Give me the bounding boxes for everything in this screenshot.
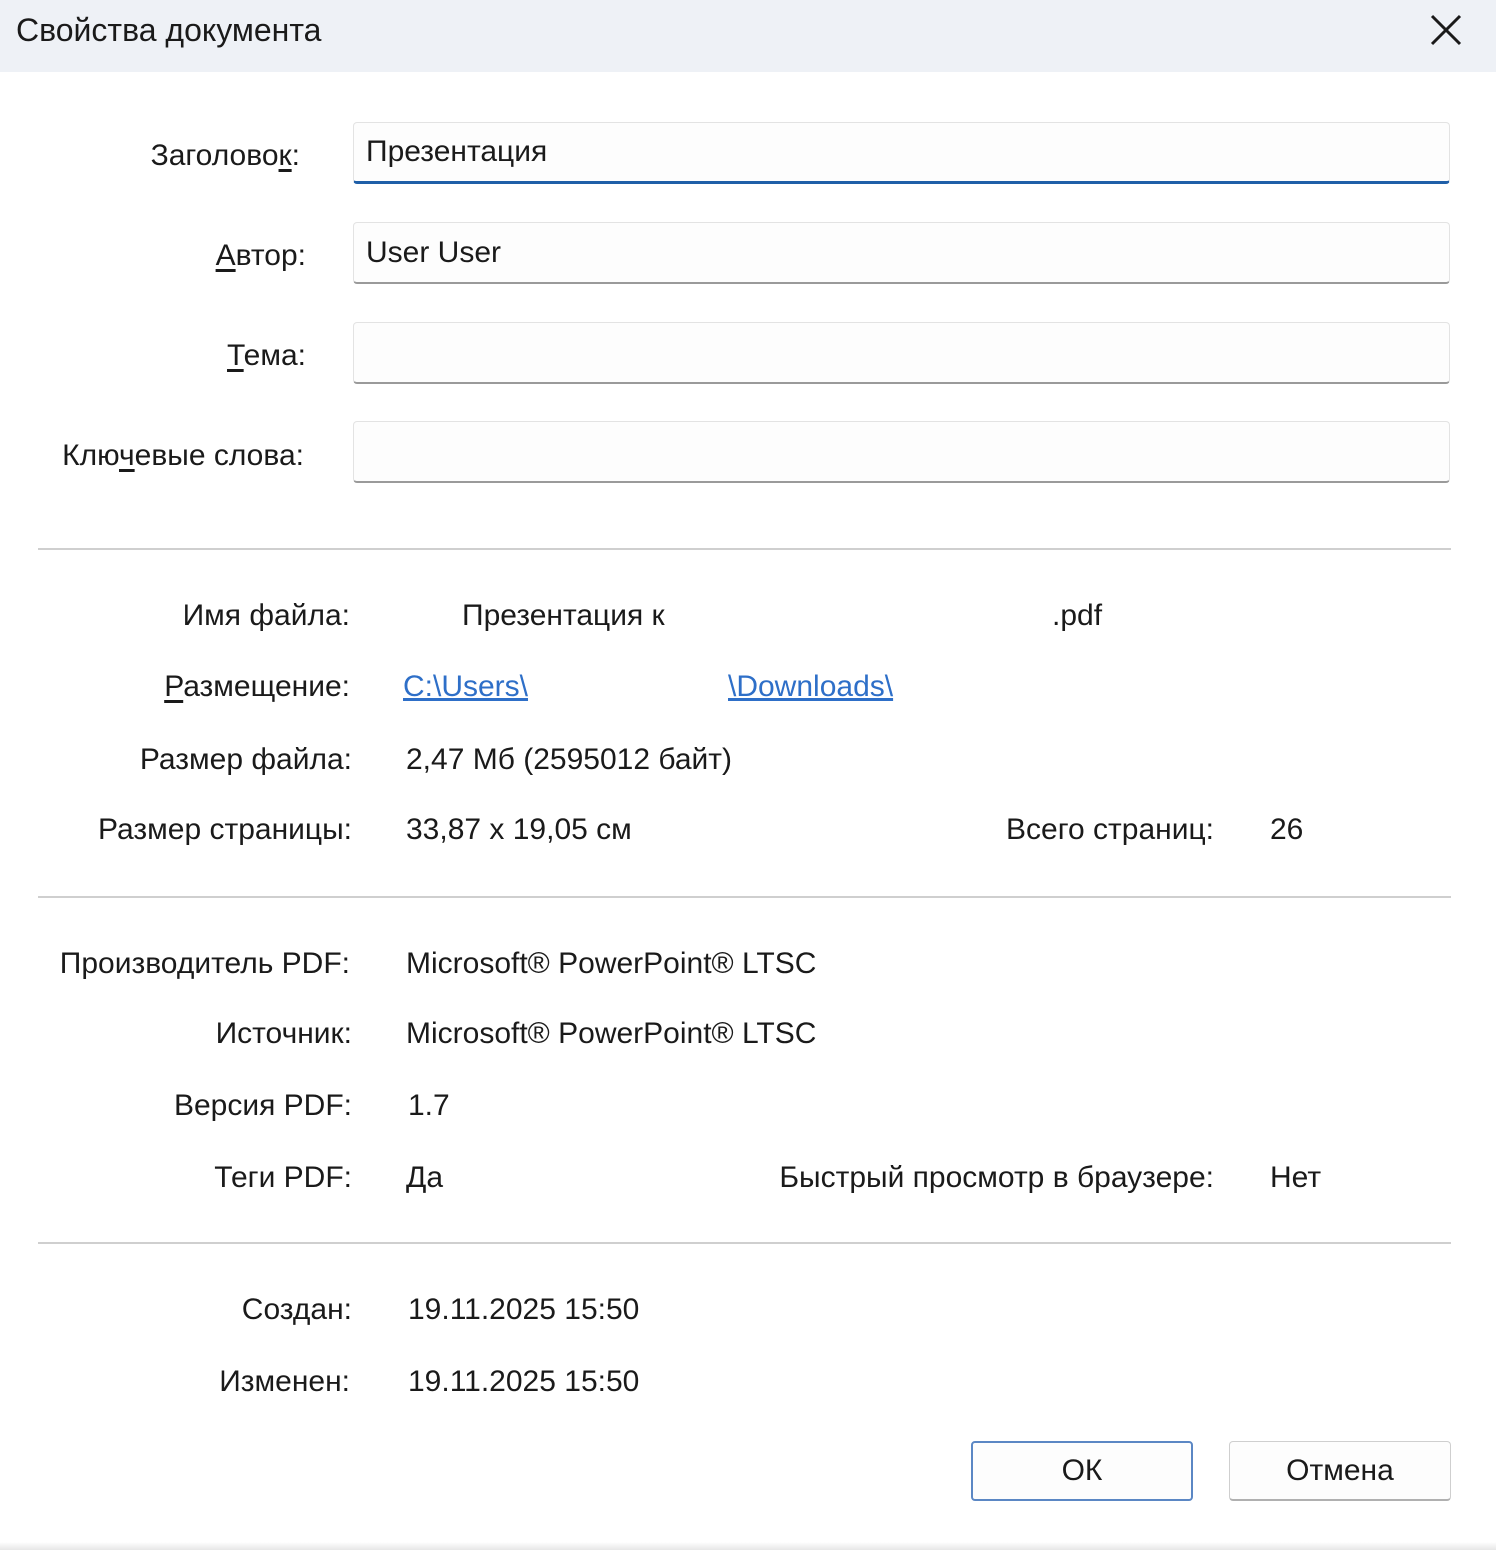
modified-value: 19.11.2025 15:50 — [408, 1365, 640, 1398]
title-label: Заголовок: — [150, 139, 300, 172]
created-value: 19.11.2025 15:50 — [408, 1293, 640, 1326]
author-label: Автор: — [215, 239, 306, 272]
tagged-pdf-label: Теги PDF: — [214, 1161, 352, 1194]
section-divider — [38, 896, 1451, 898]
creator-value: Microsoft® PowerPoint® LTSC — [406, 1017, 817, 1050]
filename-value-extension: .pdf — [1052, 599, 1103, 632]
producer-value: Microsoft® PowerPoint® LTSC — [406, 947, 817, 980]
keywords-field[interactable] — [353, 421, 1450, 483]
subject-field[interactable] — [353, 322, 1450, 384]
title-field[interactable] — [353, 122, 1450, 184]
pagesize-label: Размер страницы: — [98, 813, 352, 846]
pagesize-value: 33,87 x 19,05 см — [406, 813, 632, 846]
tagged-pdf-value: Да — [406, 1161, 444, 1194]
fast-web-view-label: Быстрый просмотр в браузере: — [779, 1161, 1214, 1194]
pdf-version-value: 1.7 — [408, 1089, 450, 1122]
title-bar — [0, 0, 1496, 72]
close-icon — [1429, 13, 1463, 47]
pagecount-value: 26 — [1270, 813, 1304, 846]
filesize-value: 2,47 Мб (2595012 байт) — [406, 743, 733, 776]
close-button[interactable] — [1424, 8, 1468, 52]
creator-label: Источник: — [215, 1017, 352, 1050]
ok-button[interactable]: ОК — [971, 1441, 1193, 1501]
dialog-title: Свойства документа — [16, 12, 322, 48]
section-divider — [38, 548, 1451, 550]
filename-value-start: Презентация к — [462, 599, 665, 632]
pagecount-label: Всего страниц: — [1006, 813, 1214, 846]
filesize-label: Размер файла: — [139, 743, 352, 776]
pdf-version-label: Версия PDF: — [173, 1089, 352, 1122]
dialog-bottom-edge — [0, 1542, 1496, 1550]
location-link-end[interactable]: \Downloads\ — [728, 670, 894, 703]
producer-label: Производитель PDF: — [59, 947, 350, 980]
modified-label: Изменен: — [219, 1365, 350, 1398]
section-divider — [38, 1242, 1451, 1244]
created-label: Создан: — [241, 1293, 352, 1326]
location-link-start[interactable]: C:\Users\ — [403, 670, 529, 703]
keywords-label: Ключевые слова: — [62, 439, 304, 472]
fast-web-view-value: Нет — [1270, 1161, 1322, 1194]
filename-label: Имя файла: — [182, 599, 350, 632]
cancel-button[interactable]: Отмена — [1229, 1441, 1451, 1501]
location-label: Размещение: — [164, 670, 350, 703]
author-field[interactable] — [353, 222, 1450, 284]
subject-label: Тема: — [227, 339, 306, 372]
